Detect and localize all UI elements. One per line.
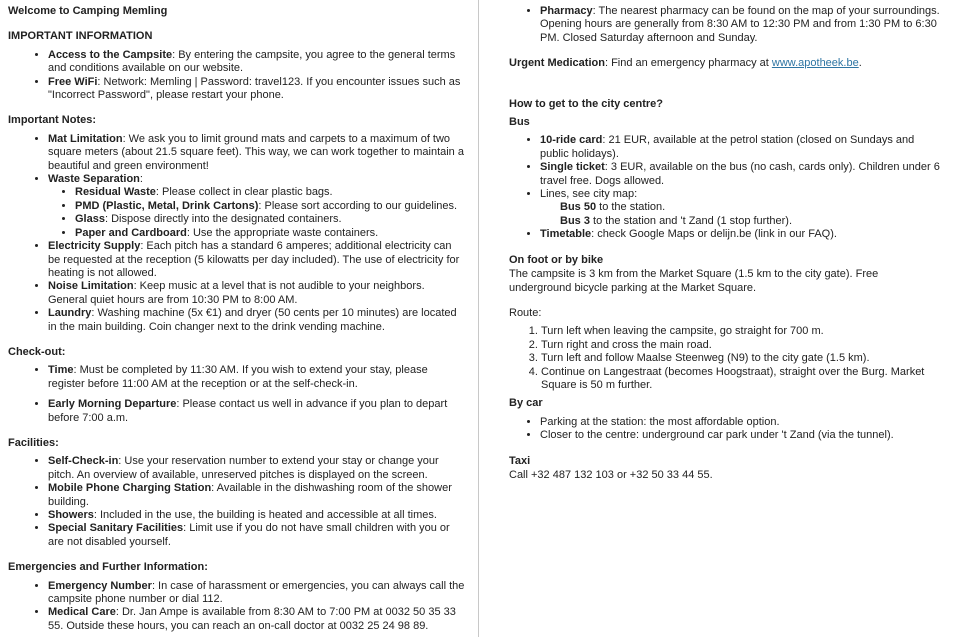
bullet-list (8, 133, 466, 334)
bold-text: Bus 3 (560, 214, 590, 227)
list-item-pharmacy (540, 5, 941, 45)
list-item-turn-left-when-leaving-the-campsite- (541, 325, 941, 338)
list-item-noise-limitation (48, 280, 466, 307)
text: : Washing machine (5x €1) and dryer (50 cents per 10 minutes) are located in the main building. Coin changer next to the drink vending machine. (48, 307, 457, 333)
paragraph-the-campsite-is-3-km-from-the-market (509, 268, 941, 295)
text: : Use the appropriate waste containers. (186, 226, 379, 239)
text: . (858, 57, 862, 70)
bold-text: Taxi (509, 454, 531, 467)
bullet-list (509, 416, 941, 443)
list-item-timetable (540, 228, 941, 241)
text: Turn left when leaving the campsite, go straight for 700 m. (541, 325, 824, 338)
text: : Please sort according to our guidelines. (258, 199, 458, 212)
paragraph-route (509, 307, 941, 320)
text: : Must be completed by 11:30 AM. If you wish to extend your stay, please register before 11:00 AM at the reception or at the self-check-in. (48, 364, 428, 390)
indent-line-bus-3 (560, 215, 941, 228)
right-column (479, 0, 955, 637)
paragraph-call-32-487-132-103-or-32-50-33-44-5 (509, 469, 941, 482)
heading-facilities (8, 437, 466, 450)
bold-text: Free WiFi (48, 75, 98, 88)
list-item-parking-at-the-station-the-most-affo (540, 416, 941, 429)
bold-text: Showers (48, 509, 94, 521)
heading-on-foot-or-by-bike (509, 254, 941, 267)
sub-bullet-list (48, 186, 466, 240)
text: : Limit use if you do not have small children with you or are not disabled yourself. (48, 522, 450, 548)
text: to the station. (596, 201, 666, 214)
bold-text: Bus (509, 116, 530, 129)
text: : The nearest pharmacy can be found on the map of your surroundings. Opening hours are generally from 8:30 AM to 12:30 PM and from 1:30 PM to 6:30 PM. Closed Saturday afternoon and Sunday. (540, 5, 940, 44)
indent-line-bus-50 (560, 201, 941, 214)
sub-list-item-paper-and-cardboard (75, 227, 466, 240)
bold-text: Glass (75, 213, 105, 226)
bold-text: Access to the Campsite (48, 48, 173, 61)
text: : Included in the use, the building is heated and accessible at all times. (93, 509, 437, 521)
bold-text: Facilities: (8, 436, 59, 449)
text: : 21 EUR, available at the petrol station (closed on Sundays and public holidays). (540, 134, 915, 160)
text: : Dispose directly into the designated containers. (104, 213, 342, 226)
list-item-early-morning-departure (48, 398, 466, 425)
bullet-list (509, 5, 941, 45)
bold-text: Electricity Supply (48, 240, 141, 253)
text: : Keep music at a level that is not audible to your neighbors. General quiet hours are from 10:30 PM to 8:00 AM. (48, 280, 425, 306)
text: Continue on Langestraat (becomes Hoogstraat), straight over the Burg. Market Square is 50 m further. (541, 365, 925, 391)
list-item-10-ride-card (540, 134, 941, 161)
text: : Please contact us well in advance if you plan to depart before 7:00 a.m. (48, 398, 448, 424)
text: to the station and 't Zand (1 stop further). (589, 214, 793, 227)
sub-list-item-glass (75, 213, 466, 226)
heading-taxi (509, 455, 941, 468)
text: : 3 EUR, available on the bus (no cash, cards only). Children under 6 travel free. Dogs allowed. (540, 161, 940, 187)
bold-text: Emergency Number (48, 579, 152, 592)
heading-important-notes (8, 114, 466, 127)
bold-text: Important Notes: (8, 114, 96, 127)
bold-text: Urgent Medication (509, 57, 605, 70)
bold-text: Pharmacy (540, 5, 593, 17)
bullet-list (8, 364, 466, 425)
sub-list-item-residual-waste (75, 186, 466, 199)
bold-text: Medical Care (48, 606, 116, 619)
bold-text: Single ticket (540, 161, 605, 174)
bold-text: Residual Waste (75, 186, 156, 199)
bold-text: On foot or by bike (509, 253, 604, 266)
bold-text: Self-Check-in (48, 455, 119, 468)
list-item-lines-see-city-map (540, 188, 941, 228)
text: Lines, see city map: (540, 188, 638, 201)
list-item-self-check-in (48, 455, 466, 482)
text: Call +32 487 132 103 or +32 50 33 44 55. (509, 468, 713, 481)
text: : By entering the campsite, you agree to the general terms and conditions available on our website. (48, 48, 456, 75)
text: Route: (509, 306, 542, 319)
bold-text: Mat Limitation (48, 132, 123, 145)
list-item-turn-left-and-follow-maalse-steenweg (541, 352, 941, 365)
list-item-time (48, 364, 466, 391)
list-item-closer-to-the-centre-underground-car (540, 429, 941, 442)
list-item-special-sanitary-facilities (48, 522, 466, 549)
bold-text: Bus 50 (560, 201, 597, 214)
list-item-single-ticket (540, 161, 941, 188)
bold-text: Noise Limitation (48, 280, 134, 293)
www-apotheek-be-link[interactable]: www.apotheek.be (771, 57, 859, 70)
text: Parking at the station: the most affordable option. (540, 415, 780, 428)
heading-by-car (509, 397, 941, 410)
text: Closer to the centre: underground car park under 't Zand (via the tunnel). (540, 429, 894, 442)
text: Turn left and follow Maalse Steenweg (N9) to the city gate (1.5 km). (541, 352, 870, 365)
list-item-turn-right-and-cross-the-main-road (541, 339, 941, 352)
bullet-list (8, 455, 466, 549)
heading-important-information (8, 30, 466, 43)
heading-emergencies-and-further-information (8, 561, 466, 574)
bold-text: Welcome to Camping Memling (8, 5, 168, 17)
bullet-list (8, 49, 466, 103)
bold-text: Early Morning Departure (48, 398, 177, 411)
bold-text: IMPORTANT INFORMATION (8, 30, 153, 43)
list-item-mobile-phone-charging-station (48, 482, 466, 509)
text: : (139, 173, 143, 186)
text: The campsite is 3 km from the Market Square (1.5 km to the city gate). Free underground bicycle parking at the Market Square. (509, 268, 879, 294)
text: : check Google Maps or delijn.be (link in our FAQ). (591, 228, 837, 241)
heading-check-out (8, 346, 466, 359)
list-item-waste-separation (48, 173, 466, 240)
bold-text: 10-ride card (540, 134, 603, 147)
bullet-list (509, 134, 941, 241)
sub-list-item-pmd-plastic-metal-drink-cartons (75, 200, 466, 213)
bold-text: Paper and Cardboard (75, 226, 187, 239)
bold-text: Waste Separation (48, 173, 140, 186)
text: : We ask you to limit ground mats and carpets to a maximum of two square meters (about 21.5 square feet). This way, we can work together to maintain a beautiful and green environment! (48, 132, 464, 172)
text: : Available in the dishwashing room of the shower building. (48, 482, 452, 508)
text: : Network: Memling | Password: travel123. If you encounter issues such as "Incorrect Password", please restart your phone. (48, 75, 461, 102)
text: : Dr. Jan Ampe is available from 8:30 AM to 7:00 PM at 0032 50 35 33 55. Outside these hours, you can reach an on-call doctor at 0032 25 24 98 89. (48, 606, 456, 632)
list-item-emergency-number (48, 580, 466, 607)
text: : Find an emergency pharmacy at (604, 57, 772, 70)
list-item-electricity-supply (48, 240, 466, 280)
bold-text: Time (48, 364, 74, 377)
list-item-access-to-the-campsite (48, 49, 466, 76)
text: : Use your reservation number to extend your stay or change your pitch. An overview of available, unreserved pitches is displayed on the screen. (48, 455, 439, 481)
list-item-mat-limitation (48, 133, 466, 173)
bold-text: Laundry (48, 307, 92, 320)
bold-text: Special Sanitary Facilities (48, 522, 184, 535)
text: : Please collect in clear plastic bags. (155, 186, 333, 199)
text: Turn right and cross the main road. (541, 338, 712, 351)
list-item-free-wifi (48, 76, 466, 103)
bold-text: PMD (Plastic, Metal, Drink Cartons) (75, 199, 259, 212)
bold-text: How to get to the city centre? (509, 97, 664, 110)
bullet-list (8, 580, 466, 634)
list-item-showers (48, 509, 466, 522)
heading-bus (509, 116, 941, 129)
bold-text: Mobile Phone Charging Station (48, 482, 212, 495)
list-item-medical-care (48, 606, 466, 633)
bold-text: Emergencies and Further Information: (8, 561, 208, 574)
paragraph-urgent-medication (509, 57, 941, 70)
text: : In case of harassment or emergencies, you can always call the campsite phone number or dial 112. (48, 579, 465, 606)
numbered-list (509, 325, 941, 392)
list-item-laundry (48, 307, 466, 334)
bold-text: Check-out: (8, 345, 66, 358)
bold-text: Timetable (540, 228, 592, 241)
text: : Each pitch has a standard 6 amperes; additional electricity can be requested at the reception (5 kilowatts per day included). The use of electricity for heating is not allowed. (48, 240, 460, 279)
list-item-continue-on-langestraat-becomes-hoog (541, 366, 941, 393)
heading-welcome-to-camping-memling (8, 5, 466, 18)
bold-text: By car (509, 397, 543, 410)
heading-how-to-get-to-the-city-centre (509, 98, 941, 111)
